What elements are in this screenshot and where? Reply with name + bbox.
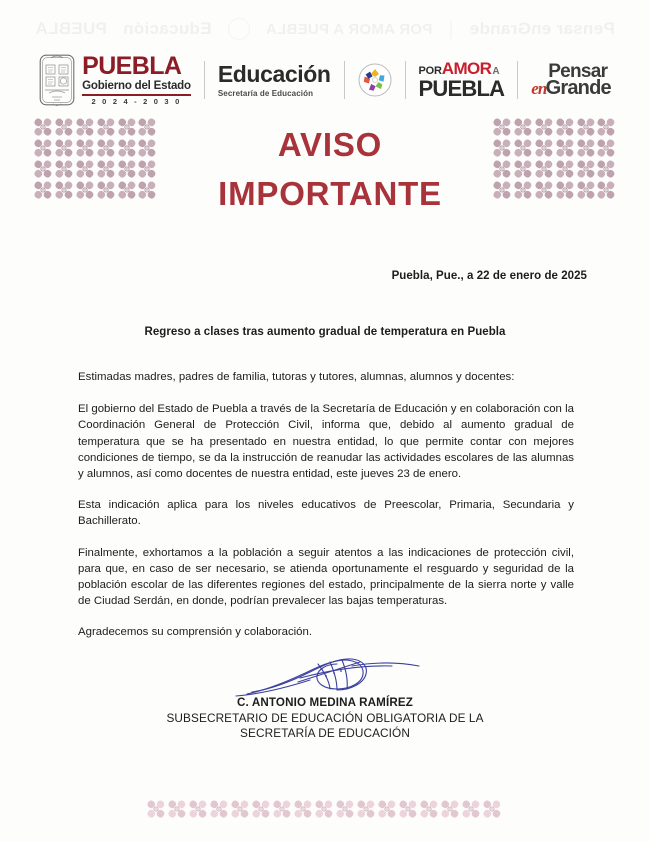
logo-divider-2 <box>344 61 345 99</box>
logo-divider-1 <box>204 61 205 99</box>
puebla-state-crest-icon <box>39 54 75 106</box>
decorative-pattern-bottom <box>146 797 506 823</box>
title-line-aviso: AVISO <box>277 126 383 163</box>
paragraph-final: Finalmente, exhortamos a la población a seguir atentos a las indicaciones de protección civil, para que, en caso de ser necesario, se atienda oportunamente el resguardo y seguridad de la población escolar de las diferentes regiones del estado, principalmente de la sierra norte y valle de Ciudad Serdán, en donde, podrían prevalecer las bajas temperaturas. <box>78 546 574 608</box>
decorative-pattern-left <box>33 117 157 211</box>
signatory-role-line-1: SUBSECRETARIO DE EDUCACIÓN OBLIGATORIA DE LA <box>166 711 484 725</box>
pensar-text: Pensar <box>548 61 608 82</box>
logo-puebla-gobierno <box>39 51 191 107</box>
poramor-puebla-text: PUEBLA <box>418 76 505 101</box>
puebla-wordmark: PUEBLA <box>82 51 182 80</box>
notice-title <box>165 126 495 213</box>
a-text: A <box>492 66 500 77</box>
en-text: en <box>531 79 547 98</box>
signature-block <box>0 662 650 740</box>
signatory-name: C. ANTONIO MEDINA RAMÍREZ <box>237 696 413 709</box>
body-text-column <box>78 369 574 641</box>
subject-line: Regreso a clases tras aumento gradual de temperatura en Puebla <box>144 326 506 338</box>
logo-por-amor-a-puebla <box>419 60 505 100</box>
puebla-wordmark-lockup <box>82 51 191 107</box>
bleed-educacion-text: Educación <box>122 19 212 38</box>
puebla-subtitle: Gobierno del Estado <box>82 79 191 92</box>
institutional-logo-bar <box>0 52 650 108</box>
bleed-emblem-icon <box>228 18 250 40</box>
decorative-pattern-right <box>492 117 616 211</box>
logo-educacion <box>217 60 331 98</box>
scan-bleedthrough-artifact <box>0 8 650 50</box>
logo-pensar-en-grande <box>531 62 611 98</box>
educacion-wordmark: Educación <box>217 60 331 87</box>
bleed-pensar-text: Pensar enGrande <box>469 19 615 38</box>
paragraph-main: El gobierno del Estado de Puebla a través de la Secretaría de Educación y en colaboración con la Coordinación General de Protección Civil, informa que, debido al aumento gradual de temperatura que se ha presentado en nuestra entidad, lo que permite contar con mejores condiciones de tiempo, se da la instrucción de reanudar las actividades escolares de las alumnas y alumnos, así como docentes de nuestra entidad, este jueves 23 de enero. <box>78 403 574 481</box>
puebla-term-years: 2 0 2 4 - 2 0 3 0 <box>91 97 182 107</box>
grande-text: Grande <box>545 77 611 99</box>
title-line-importante: IMPORTANTE <box>218 174 442 212</box>
date-line: Puebla, Pue., a 22 de enero de 2025 <box>391 270 587 282</box>
logo-divider-3 <box>405 61 406 99</box>
bleed-poramor-text: POR AMOR A PUEBLA <box>265 20 433 38</box>
por-text: POR <box>418 65 442 77</box>
por-amor-a-line <box>419 60 500 77</box>
pensar-second-line <box>531 78 611 98</box>
educacion-subtitle: Secretaría de Educación <box>217 88 314 98</box>
logo-divider-4 <box>517 61 518 99</box>
bleed-divider-icon: | <box>448 17 454 40</box>
signatory-role-line-2: SECRETARÍA DE EDUCACIÓN <box>240 726 410 740</box>
colorful-circle-emblem-icon <box>358 63 392 97</box>
paragraph-thanks: Agradecemos su comprensión y colaboración. <box>78 626 313 639</box>
amor-text: AMOR <box>441 59 492 78</box>
paragraph-levels: Esta indicación aplica para los niveles educativos de Preescolar, Primaria, Secundaria y Bachillerato. <box>78 499 574 528</box>
paragraph-greeting: Estimadas madres, padres de familia, tutoras y tutores, alumnas, alumnos y docentes: <box>78 371 515 383</box>
bleed-puebla-text: PUEBLA <box>35 19 107 38</box>
puebla-rule-divider <box>82 94 191 96</box>
